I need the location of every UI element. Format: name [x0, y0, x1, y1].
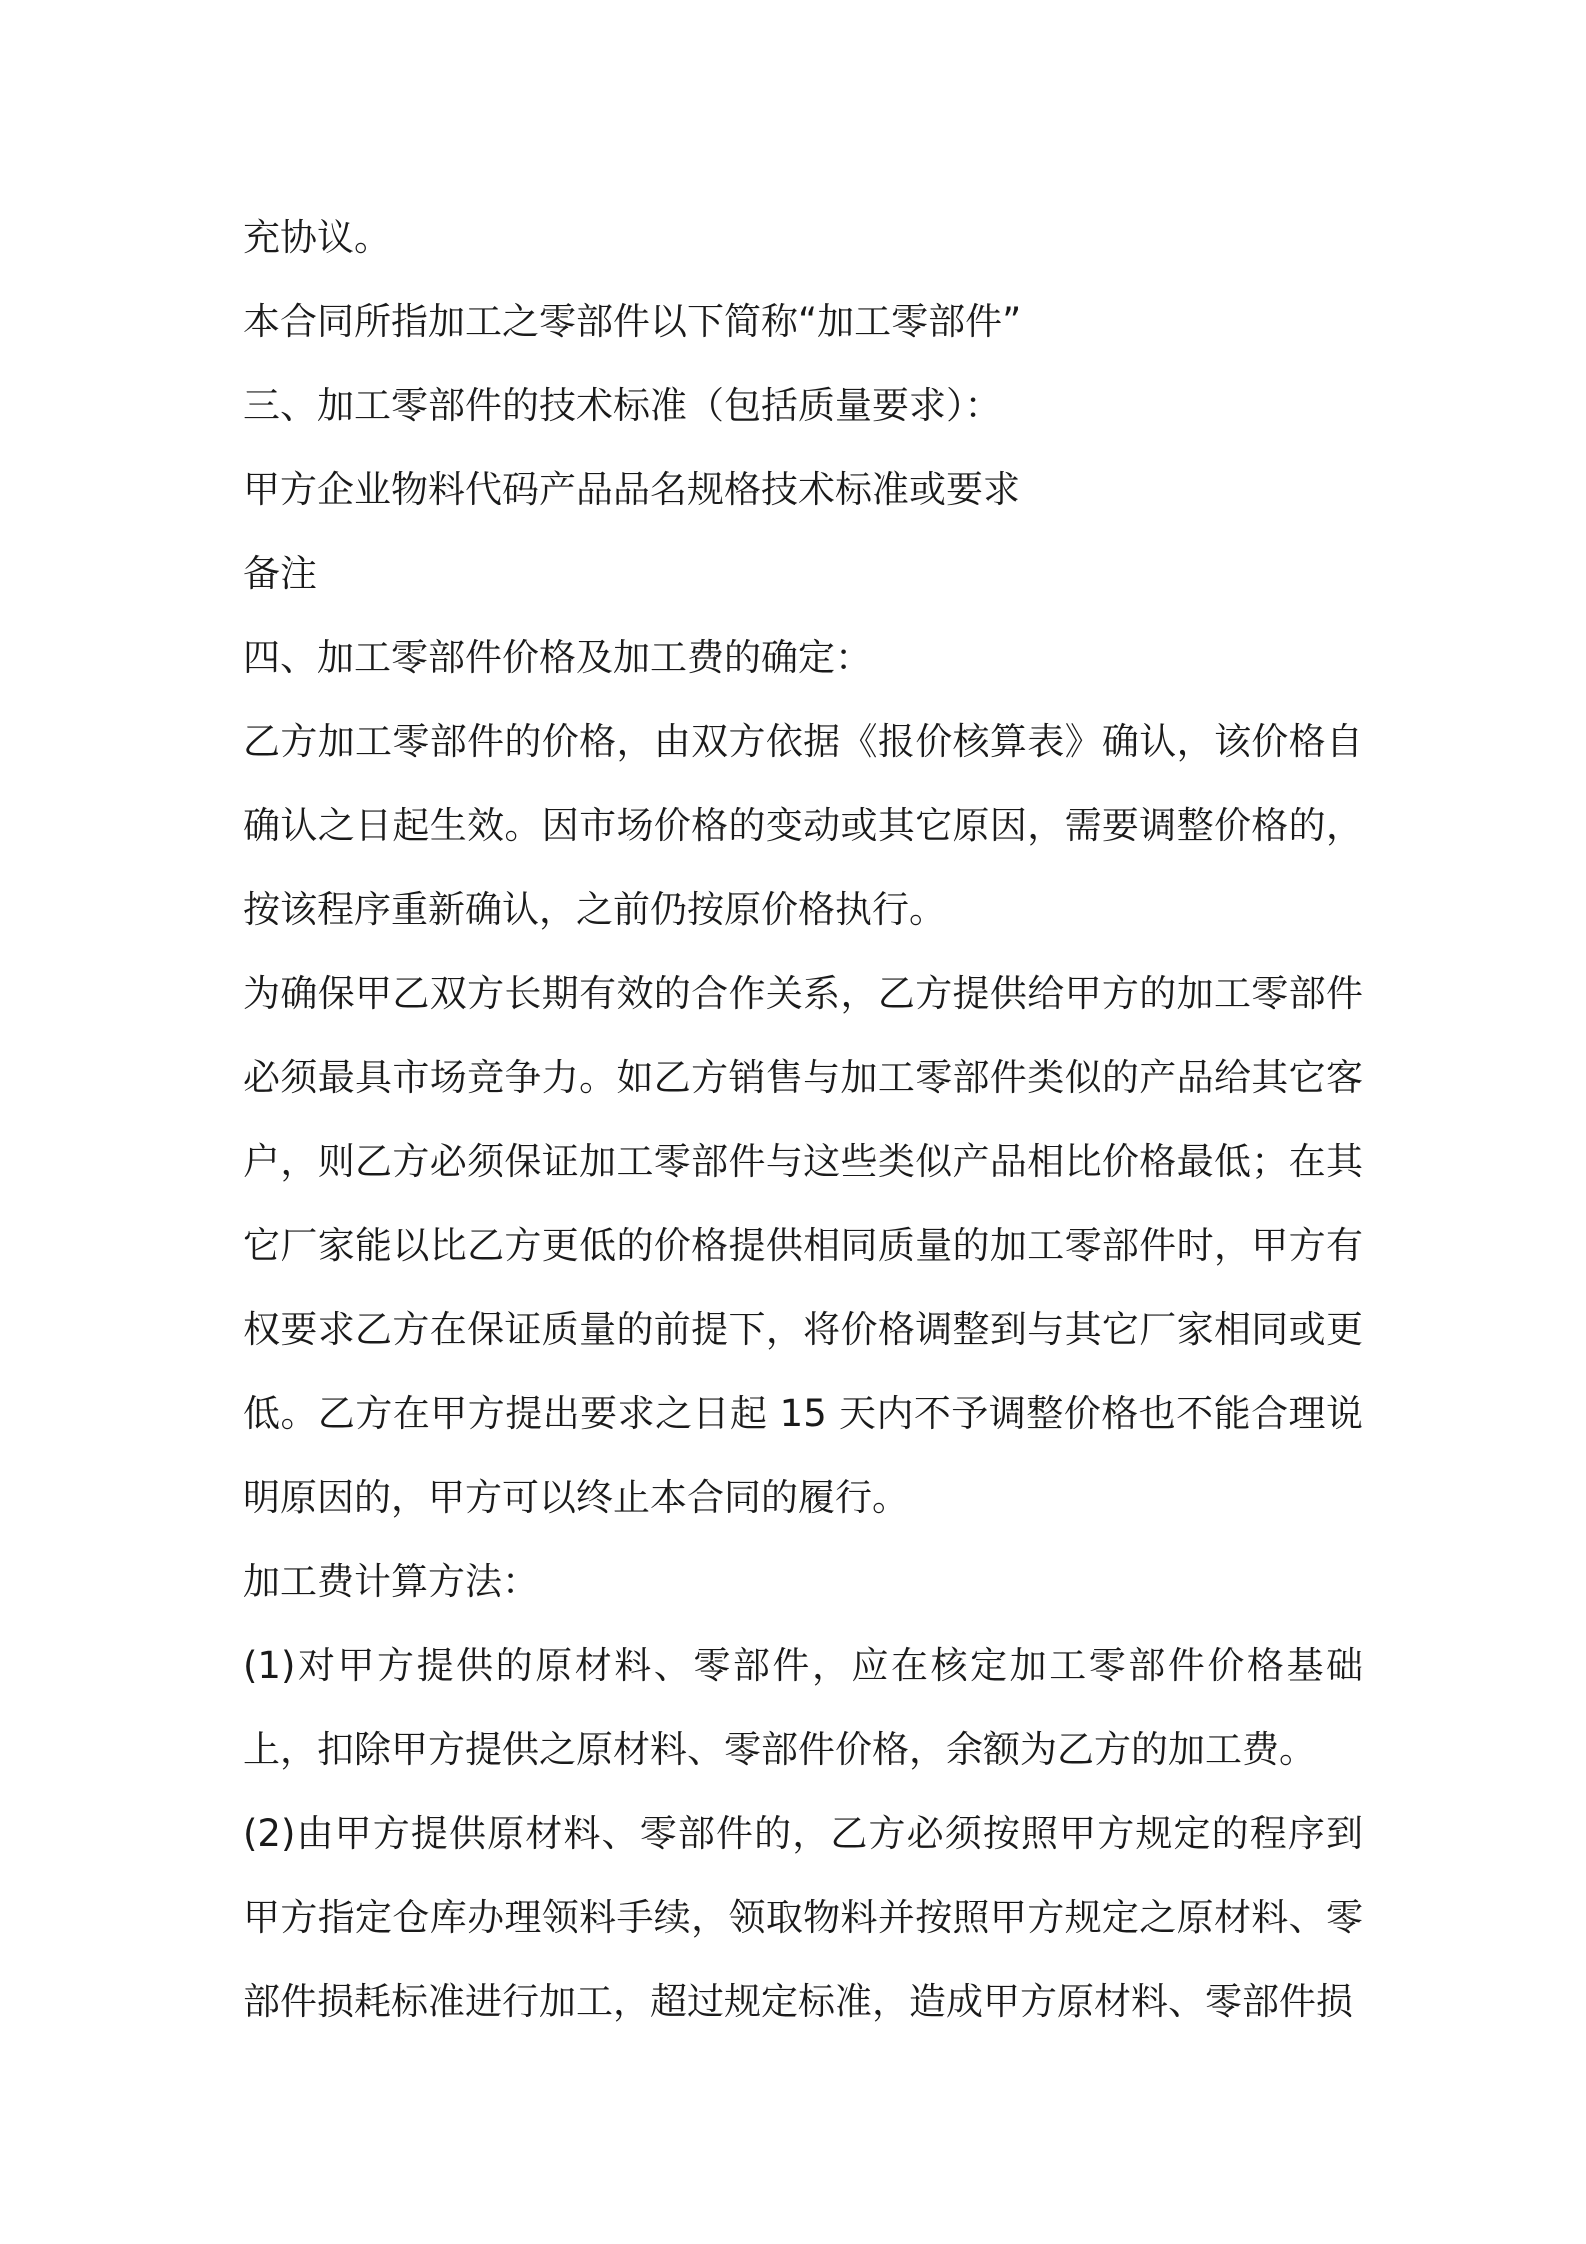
paragraph-price-confirmation: 乙方加工零部件的价格，由双方依据《报价核算表》确认，该价格自确认之日起生效。因市场价格的变动或其它原因，需要调整价格的，按该程序重新确认，之前仍按原价格执行。 — [243, 720, 1363, 931]
paragraph-fee-item-1: (1)对甲方提供的原材料、零部件，应在核定加工零部件价格基础上，扣除甲方提供之原材料、零部件价格，余额为乙方的加工费。 — [243, 1644, 1363, 1771]
paragraph-supplement-tail: 充协议。 — [243, 216, 391, 259]
section-heading-price-and-fee: 四、加工零部件价格及加工费的确定： — [243, 636, 872, 679]
subheading-fee-calculation: 加工费计算方法： — [243, 1560, 539, 1603]
paragraph-competitiveness: 为确保甲乙双方长期有效的合作关系，乙方提供给甲方的加工零部件必须最具市场竞争力。如乙方销售与加工零部件类似的产品给其它客户，则乙方必须保证加工零部件与这些类似产品相比价格最低；在其它厂家能以比乙方更低的价格提供相同质量的加工零部件时，甲方有权要求乙方在保证质量的前提下，将价格调整到与其它厂家相同或更低。乙方在甲方提出要求之日起 15 天内不予调整价格也不能合理说明原因的，甲方可以终止本合同的履行。 — [243, 972, 1363, 1519]
table-header-line: 甲方企业物料代码产品品名规格技术标准或要求 — [243, 468, 1020, 511]
section-heading-technical-standards: 三、加工零部件的技术标准（包括质量要求）： — [243, 384, 1002, 427]
paragraph-parts-definition: 本合同所指加工之零部件以下简称“加工零部件” — [243, 300, 1022, 343]
table-remarks-label: 备注 — [243, 552, 317, 595]
document-body — [243, 196, 1363, 2044]
paragraph-fee-item-2: (2)由甲方提供原材料、零部件的，乙方必须按照甲方规定的程序到甲方指定仓库办理领料手续，领取物料并按照甲方规定之原材料、零部件损耗标准进行加工，超过规定标准，造成甲方原材料、零部件损 — [243, 1812, 1363, 2023]
